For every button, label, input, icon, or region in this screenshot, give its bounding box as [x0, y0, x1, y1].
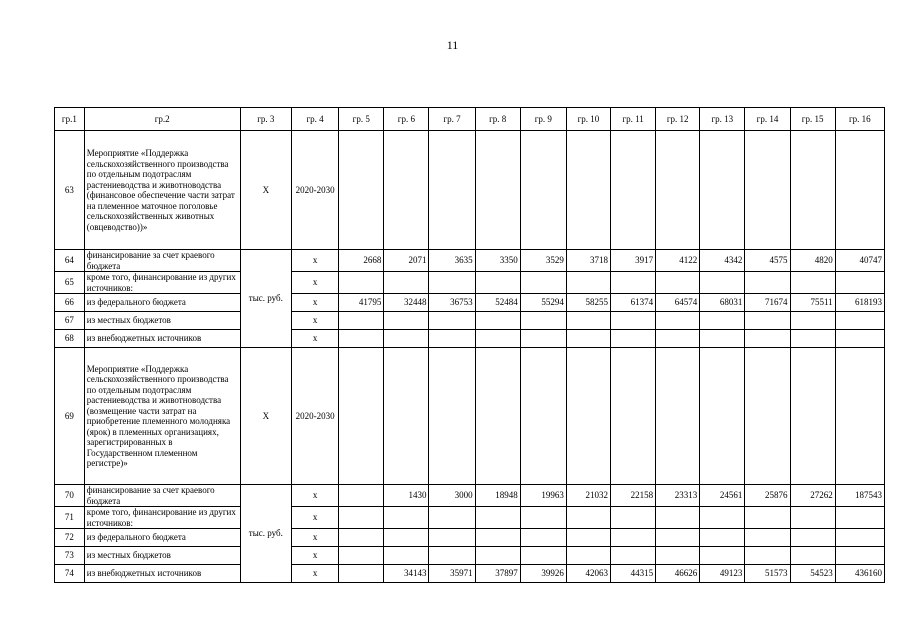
row-description: финансирование за счет краевого бюджета — [84, 485, 240, 507]
value-cell — [745, 529, 790, 547]
value-cell — [566, 547, 610, 565]
value-cell — [700, 312, 745, 330]
value-cell: 3350 — [475, 250, 520, 272]
period-cell: х — [291, 272, 338, 294]
value-cell — [656, 547, 700, 565]
period-cell: х — [291, 294, 338, 312]
value-cell — [566, 507, 610, 529]
value-cell — [790, 131, 835, 250]
value-cell: 24561 — [700, 485, 745, 507]
value-cell — [611, 507, 656, 529]
value-cell: 64574 — [656, 294, 700, 312]
value-cell — [384, 348, 429, 485]
value-cell: 618193 — [835, 294, 884, 312]
table-row — [55, 312, 885, 330]
value-cell: 2071 — [384, 250, 429, 272]
value-cell: 37897 — [475, 565, 520, 583]
row-description: из федерального бюджета — [84, 294, 240, 312]
value-cell — [339, 131, 384, 250]
header-cell: гр. 3 — [240, 108, 291, 131]
period-cell: х — [291, 312, 338, 330]
value-cell — [656, 272, 700, 294]
value-cell — [790, 330, 835, 348]
table-row — [55, 485, 885, 507]
row-number: 63 — [55, 131, 85, 250]
value-cell — [520, 272, 566, 294]
period-cell: х — [291, 547, 338, 565]
row-number: 67 — [55, 312, 85, 330]
value-cell — [475, 312, 520, 330]
value-cell — [566, 131, 610, 250]
value-cell: 3635 — [429, 250, 475, 272]
value-cell — [339, 507, 384, 529]
value-cell — [700, 507, 745, 529]
value-cell — [700, 529, 745, 547]
row-number: 70 — [55, 485, 85, 507]
value-cell — [475, 547, 520, 565]
value-cell: 22158 — [611, 485, 656, 507]
value-cell — [835, 312, 884, 330]
value-cell — [700, 330, 745, 348]
value-cell — [339, 485, 384, 507]
header-cell: гр.1 — [55, 108, 85, 131]
row-number: 71 — [55, 507, 85, 529]
value-cell: 68031 — [700, 294, 745, 312]
value-cell — [520, 312, 566, 330]
value-cell — [520, 131, 566, 250]
value-cell: 41795 — [339, 294, 384, 312]
value-cell — [520, 529, 566, 547]
value-cell — [429, 547, 475, 565]
period-cell: 2020-2030 — [291, 131, 338, 250]
value-cell: 4122 — [656, 250, 700, 272]
unit-cell: тыс. руб. — [240, 250, 291, 348]
value-cell: 40747 — [835, 250, 884, 272]
table-row — [55, 529, 885, 547]
value-cell — [835, 348, 884, 485]
value-cell — [520, 348, 566, 485]
header-cell: гр. 9 — [520, 108, 566, 131]
value-cell — [566, 330, 610, 348]
value-cell: 4575 — [745, 250, 790, 272]
budget-table — [54, 107, 885, 583]
header-cell: гр. 12 — [656, 108, 700, 131]
header-cell: гр.2 — [84, 108, 240, 131]
value-cell — [835, 547, 884, 565]
row-number: 66 — [55, 294, 85, 312]
value-cell: 436160 — [835, 565, 884, 583]
row-description: кроме того, финансирование из других источников: — [84, 272, 240, 294]
table-row — [55, 272, 885, 294]
value-cell: 39926 — [520, 565, 566, 583]
value-cell — [790, 272, 835, 294]
value-cell — [835, 529, 884, 547]
header-cell: гр. 6 — [384, 108, 429, 131]
row-description: Мероприятие «Поддержка сельскохозяйственного производства по отдельным подотраслям растениеводства и животноводства (финансовое обеспечение части затрат на племенное маточное поголовье сельскохозяйственных животных (овцеводство))» — [84, 131, 240, 250]
value-cell — [339, 330, 384, 348]
table-row — [55, 507, 885, 529]
value-cell — [429, 131, 475, 250]
value-cell — [339, 547, 384, 565]
period-cell: х — [291, 507, 338, 529]
value-cell: 58255 — [566, 294, 610, 312]
value-cell: 42063 — [566, 565, 610, 583]
row-number: 69 — [55, 348, 85, 485]
value-cell — [700, 348, 745, 485]
value-cell — [835, 330, 884, 348]
value-cell — [384, 330, 429, 348]
page-number: 11 — [446, 38, 459, 52]
row-number: 73 — [55, 547, 85, 565]
header-cell: гр. 14 — [745, 108, 790, 131]
value-cell — [611, 131, 656, 250]
value-cell — [339, 565, 384, 583]
value-cell — [475, 348, 520, 485]
value-cell: 49123 — [700, 565, 745, 583]
value-cell — [475, 330, 520, 348]
header-cell: гр. 10 — [566, 108, 610, 131]
value-cell — [835, 507, 884, 529]
value-cell — [745, 547, 790, 565]
value-cell: 2668 — [339, 250, 384, 272]
value-cell: 52484 — [475, 294, 520, 312]
value-cell — [611, 547, 656, 565]
value-cell — [790, 529, 835, 547]
value-cell — [835, 272, 884, 294]
value-cell — [566, 529, 610, 547]
value-cell — [745, 348, 790, 485]
header-cell: гр. 13 — [700, 108, 745, 131]
value-cell — [656, 312, 700, 330]
value-cell — [429, 348, 475, 485]
header-cell: гр. 11 — [611, 108, 656, 131]
col3-cell: Х — [240, 131, 291, 250]
table-row — [55, 547, 885, 565]
row-number: 64 — [55, 250, 85, 272]
row-description: из внебюджетных источников — [84, 330, 240, 348]
value-cell — [745, 312, 790, 330]
value-cell: 34143 — [384, 565, 429, 583]
value-cell — [656, 529, 700, 547]
value-cell — [384, 507, 429, 529]
measure-row — [55, 348, 885, 485]
value-cell — [656, 348, 700, 485]
value-cell — [745, 330, 790, 348]
header-cell: гр. 7 — [429, 108, 475, 131]
value-cell — [566, 312, 610, 330]
value-cell — [339, 529, 384, 547]
value-cell — [790, 312, 835, 330]
value-cell — [475, 529, 520, 547]
value-cell: 35971 — [429, 565, 475, 583]
value-cell — [611, 330, 656, 348]
value-cell — [790, 547, 835, 565]
row-number: 72 — [55, 529, 85, 547]
value-cell — [339, 348, 384, 485]
value-cell: 1430 — [384, 485, 429, 507]
value-cell: 3529 — [520, 250, 566, 272]
header-cell: гр. 5 — [339, 108, 384, 131]
value-cell — [611, 348, 656, 485]
value-cell — [429, 330, 475, 348]
value-cell — [611, 529, 656, 547]
value-cell — [700, 131, 745, 250]
row-number: 74 — [55, 565, 85, 583]
value-cell: 61374 — [611, 294, 656, 312]
value-cell — [656, 330, 700, 348]
row-description: кроме того, финансирование из других источников: — [84, 507, 240, 529]
value-cell — [475, 131, 520, 250]
value-cell — [656, 131, 700, 250]
value-cell: 71674 — [745, 294, 790, 312]
value-cell — [384, 312, 429, 330]
value-cell — [384, 529, 429, 547]
value-cell: 4820 — [790, 250, 835, 272]
period-cell: х — [291, 250, 338, 272]
period-cell: х — [291, 485, 338, 507]
row-description: финансирование за счет краевого бюджета — [84, 250, 240, 272]
value-cell: 21032 — [566, 485, 610, 507]
value-cell — [700, 547, 745, 565]
value-cell — [790, 348, 835, 485]
value-cell — [656, 507, 700, 529]
row-description: Мероприятие «Поддержка сельскохозяйственного производства по отдельным подотраслям растениеводства и животноводства (возмещение части затрат на приобретение племенного молодняка (ярок) в племенных организациях, зарегистрированных в Государственном племенном регистре)» — [84, 348, 240, 485]
header-cell: гр. 8 — [475, 108, 520, 131]
header-cell: гр. 16 — [835, 108, 884, 131]
value-cell: 36753 — [429, 294, 475, 312]
value-cell: 3000 — [429, 485, 475, 507]
table-row — [55, 294, 885, 312]
value-cell: 19963 — [520, 485, 566, 507]
value-cell — [384, 131, 429, 250]
value-cell — [790, 507, 835, 529]
value-cell: 46626 — [656, 565, 700, 583]
value-cell: 18948 — [475, 485, 520, 507]
table-row — [55, 330, 885, 348]
value-cell — [384, 272, 429, 294]
unit-cell: тыс. руб. — [240, 485, 291, 583]
value-cell — [429, 312, 475, 330]
value-cell — [429, 272, 475, 294]
value-cell — [700, 272, 745, 294]
value-cell — [429, 529, 475, 547]
header-cell: гр. 15 — [790, 108, 835, 131]
value-cell — [566, 272, 610, 294]
row-description: из местных бюджетов — [84, 547, 240, 565]
value-cell: 3718 — [566, 250, 610, 272]
header-row — [55, 108, 885, 131]
col3-cell: Х — [240, 348, 291, 485]
header-cell: гр. 4 — [291, 108, 338, 131]
value-cell: 25876 — [745, 485, 790, 507]
period-cell: 2020-2030 — [291, 348, 338, 485]
value-cell: 75511 — [790, 294, 835, 312]
value-cell — [611, 312, 656, 330]
table-body — [55, 131, 885, 583]
row-description: из местных бюджетов — [84, 312, 240, 330]
value-cell: 44315 — [611, 565, 656, 583]
value-cell — [611, 272, 656, 294]
value-cell: 54523 — [790, 565, 835, 583]
value-cell — [384, 547, 429, 565]
value-cell — [745, 507, 790, 529]
value-cell: 4342 — [700, 250, 745, 272]
value-cell — [520, 547, 566, 565]
value-cell — [339, 272, 384, 294]
value-cell: 32448 — [384, 294, 429, 312]
row-number: 65 — [55, 272, 85, 294]
value-cell — [835, 131, 884, 250]
value-cell: 187543 — [835, 485, 884, 507]
period-cell: х — [291, 529, 338, 547]
value-cell — [475, 507, 520, 529]
value-cell: 27262 — [790, 485, 835, 507]
measure-row — [55, 131, 885, 250]
value-cell — [745, 131, 790, 250]
row-number: 68 — [55, 330, 85, 348]
row-description: из внебюджетных источников — [84, 565, 240, 583]
value-cell: 3917 — [611, 250, 656, 272]
value-cell — [520, 330, 566, 348]
value-cell — [566, 348, 610, 485]
value-cell: 23313 — [656, 485, 700, 507]
table-row — [55, 565, 885, 583]
table-row — [55, 250, 885, 272]
period-cell: х — [291, 565, 338, 583]
value-cell: 51573 — [745, 565, 790, 583]
value-cell — [429, 507, 475, 529]
period-cell: х — [291, 330, 338, 348]
value-cell — [339, 312, 384, 330]
value-cell — [475, 272, 520, 294]
value-cell — [520, 507, 566, 529]
row-description: из федерального бюджета — [84, 529, 240, 547]
value-cell — [745, 272, 790, 294]
value-cell: 55294 — [520, 294, 566, 312]
